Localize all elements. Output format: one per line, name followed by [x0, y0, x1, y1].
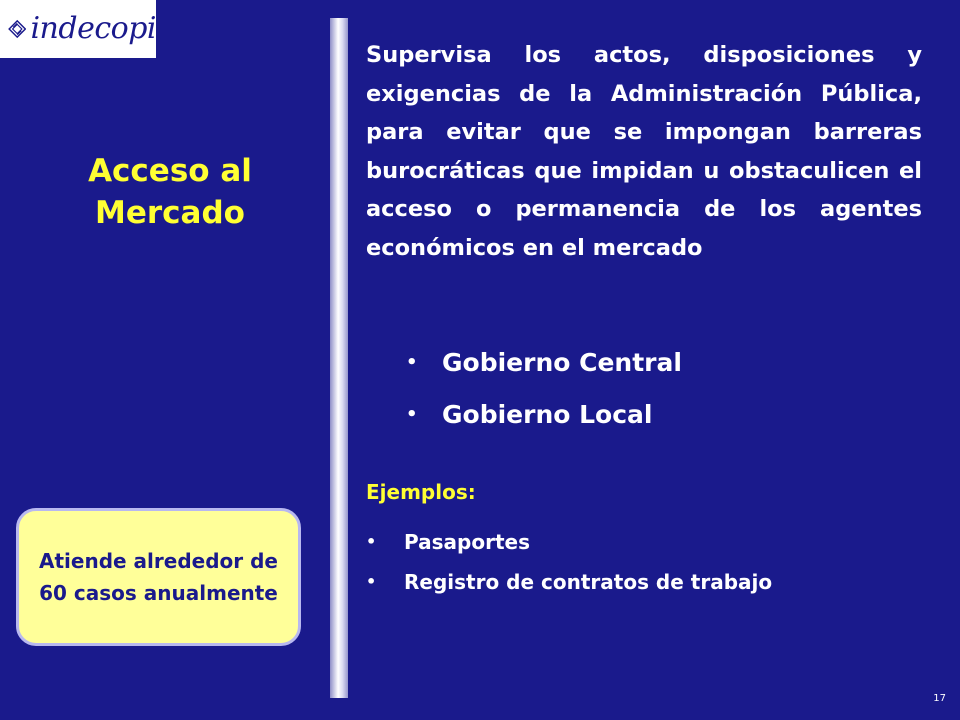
bullet-icon: •: [366, 532, 377, 551]
indecopi-diamond-icon: [8, 13, 26, 45]
section-title: Acceso al Mercado: [88, 153, 252, 231]
logo-text: indecopi: [30, 11, 156, 46]
list-item: [406, 337, 682, 389]
bullet-icon: •: [406, 404, 418, 425]
list-item-label: Gobierno Local: [442, 400, 653, 429]
cases-callout: [16, 508, 301, 646]
bullet-icon: •: [406, 352, 418, 373]
callout-text: Atiende alrededor de 60 casos anualmente: [39, 549, 278, 605]
bullet-icon: •: [366, 572, 377, 591]
list-item: [366, 568, 786, 596]
list-item: [406, 389, 682, 441]
vertical-divider: [330, 18, 348, 698]
list-item-label: Gobierno Central: [442, 348, 682, 377]
page-number: 17: [933, 693, 946, 704]
government-levels-list: [406, 337, 682, 441]
examples-list: [366, 528, 786, 608]
list-item-label: Registro de contratos de trabajo: [404, 570, 773, 594]
list-item: [366, 528, 786, 556]
list-item-label: Pasaportes: [404, 530, 530, 554]
indecopi-logo: [0, 0, 156, 58]
description-text: Supervisa los actos, disposiciones y exigencias de la Administración Pública, para evitar que se impongan barreras burocráticas que impidan u obstaculicen el acceso o permanencia de los agentes económicos en el mercado: [366, 42, 922, 261]
examples-heading: Ejemplos:: [366, 480, 476, 504]
